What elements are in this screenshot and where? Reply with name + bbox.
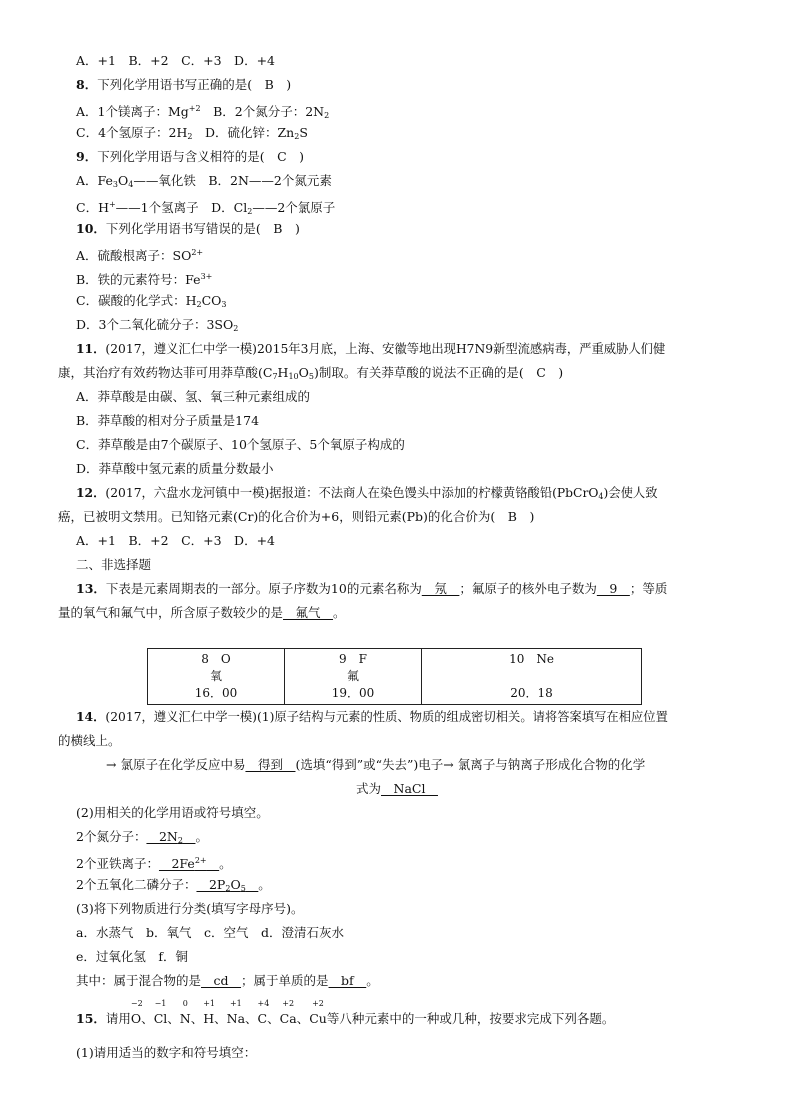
fluorine-number-symbol: 9 F: [339, 652, 367, 666]
q14-answer-mixture: __cd__: [201, 973, 242, 988]
q9-text: 下列化学用语与含义相符的是( C ): [97, 149, 305, 164]
q10-option-d-sub: 2: [233, 324, 239, 333]
q14-line3-b: (选填“得到”或“失去”)电子→ 氯离子与钠离子形成化合物的化学: [295, 757, 646, 772]
q11-number: 11．: [76, 341, 106, 356]
q14-number: 14．: [76, 709, 106, 724]
q10-option-b-text: B．铁的元素符号：Fe: [76, 272, 201, 287]
q11-line2-a: 康，其治疗有效药物达菲可用莽草酸(C: [58, 365, 273, 380]
q9-option-a-rest: ——氧化铁 B．2N——2个氮元素: [133, 173, 332, 188]
q14-p2o5-answer: [196, 877, 258, 892]
q10-option-c: [76, 292, 226, 314]
q11-option-d: D．莽草酸中氢元素的质量分数最小: [76, 461, 274, 476]
symbol-n: N: [179, 1011, 191, 1026]
q9-option-a-mid: O: [118, 173, 129, 188]
valence-n: 0: [182, 999, 188, 1008]
symbol-na: Na: [226, 1011, 246, 1026]
q12-line1-a: (2017，六盘水龙河镇中一模)据报道：不法商人在染色馒头中添加的柠檬黄铬酸铅(PbCrO: [105, 486, 599, 500]
valence-h: +1: [203, 999, 216, 1008]
q11-sub-c: 7: [272, 372, 278, 381]
q10-option-c-sub: 2: [196, 300, 202, 309]
q11-line2-c: O: [298, 365, 309, 380]
valence-cl: −1: [154, 999, 167, 1008]
q13-line2-b: 。: [333, 605, 346, 620]
fluorine-mass: 19．00: [331, 686, 375, 700]
q12-line2: 癌，已被明文禁用。已知铬元素(Cr)的化合价为+6，则铅元素(Pb)的化合价为( B ): [58, 509, 535, 524]
oxygen-name: 氧: [209, 669, 222, 683]
q14-part3: (3)将下列物质进行分类(填写字母序号)。: [76, 901, 304, 916]
q14-fe-answer-sup: 2+: [194, 856, 207, 865]
q14-line2: 的横线上。: [58, 733, 121, 748]
q8-option-d-sub: 2: [294, 132, 300, 141]
q9-option-c-sup: +: [108, 200, 116, 209]
q8-text: 下列化学用语书写正确的是( B ): [97, 77, 292, 92]
q14-line3-a: → 氯原子在化学反应中易: [106, 757, 246, 772]
q13-answer-2: __9__: [596, 581, 630, 596]
neon-number-symbol: 10 Ne: [509, 652, 554, 666]
element-cell-neon: [422, 649, 642, 705]
q10-option-a-sup: 2+: [191, 248, 204, 257]
q15-prefix: 请用: [105, 1011, 131, 1026]
q11-line1: [76, 340, 665, 358]
q13-line1-c: ；等质: [629, 581, 668, 596]
q14-answer-gain: __得到__: [245, 757, 296, 772]
q9-number: 9．: [76, 149, 98, 164]
element-cell-fluorine: [285, 649, 422, 705]
fluorine-name: 氟: [346, 669, 359, 683]
q15-stem: 15．请用 −2 O、 −1 Cl、 0 N、 +1 H、 +1 Na、 +4 C、 +2 Ca、 +2 Cu等八种元素中的一种或几种，按要求完成下列各题。: [76, 999, 615, 1026]
element-cl: [153, 999, 168, 1028]
q14-line3: [106, 756, 645, 774]
q10-option-c-text: C．碳酸的化学式：H: [76, 293, 197, 308]
q12-options: A．+1 B．+2 C．+3 D．+4: [76, 533, 276, 548]
neon-name: [426, 668, 637, 685]
q9-option-d-sub: 2: [247, 207, 253, 216]
neon-mass: 20．18: [510, 686, 553, 700]
q13-number: 13．: [76, 581, 106, 596]
element-n: [179, 999, 191, 1028]
element-c: [257, 999, 270, 1028]
symbol-ca: Ca: [279, 1011, 297, 1026]
q14-n2: [76, 828, 208, 850]
valence-cu: +2: [312, 999, 324, 1008]
q11-sub-h: 10: [288, 372, 299, 381]
oxygen-mass: 16．00: [194, 686, 238, 700]
q13-line1: [76, 580, 667, 598]
symbol-cl: Cl: [153, 1011, 168, 1026]
q8-number: 8．: [76, 77, 98, 92]
q10-option-b: [76, 268, 212, 289]
element-cell-oxygen: [148, 649, 285, 705]
q9-option-c-rest: ——1个氢离子 D．Cl: [115, 200, 248, 215]
q14-p2o5-end: 。: [258, 877, 271, 892]
q7-options: A．+1 B．+2 C．+3 D．+4: [76, 53, 276, 68]
q14-n2-answer-tail: __: [182, 829, 196, 844]
q9-options-cd: [76, 196, 335, 221]
element-cu: [309, 999, 327, 1028]
element-o: [130, 999, 143, 1028]
q11-option-c: C．莽草酸是由7个碳原子、10个氢原子、5个氧原子构成的: [76, 437, 405, 452]
q14-answer-element: __bf__: [328, 973, 367, 988]
valence-c: +4: [257, 999, 270, 1008]
q8-option-c: C．4个氢原子：2H: [76, 125, 188, 140]
q10-stem: [76, 220, 300, 238]
q14-fe-answer: [159, 856, 219, 871]
valence-o: −2: [130, 999, 143, 1008]
q9-options-ab: [76, 172, 332, 194]
q14-line1: [76, 708, 668, 726]
q14-fe-answer-tail: __: [206, 856, 220, 871]
q15-sub1: (1)请用适当的数字和符号填空：: [76, 1045, 257, 1060]
q15-suffix: 等八种元素中的一种或几种，按要求完成下列各题。: [326, 1011, 615, 1026]
q14-p2o5: [76, 876, 271, 898]
q10-option-a: [76, 244, 203, 265]
q14-fe: [76, 852, 232, 873]
q14-fe-label: 2个亚铁离子：: [76, 856, 159, 871]
q12-line1: [76, 484, 658, 506]
q8-option-b-sub: 2: [324, 111, 330, 120]
periodic-table-fragment: [147, 648, 642, 705]
q10-option-c-end: CO: [201, 293, 222, 308]
q8-option-a-sup: +2: [188, 104, 201, 113]
valence-ca: +2: [282, 999, 295, 1008]
q14-p2o5-answer-tail: __: [245, 877, 259, 892]
q11-line2-d: )制取。有关莽草酸的说法不正确的是( C ): [313, 365, 564, 380]
q9-option-a-sub1: 3: [112, 180, 119, 189]
q11-line2: [58, 364, 563, 386]
q9-option-a: A．Fe: [76, 173, 113, 188]
q8-stem: [76, 76, 291, 94]
q10-option-a-text: A．硫酸根离子：SO: [76, 248, 192, 263]
q14-cls-b: ；属于单质的是: [241, 973, 329, 988]
q13-answer-1: __氖__: [421, 581, 460, 596]
q8-option-d: D．硫化锌：Zn: [192, 125, 295, 140]
q10-option-d: [76, 316, 238, 338]
q14-items2: e．过氧化氢 f．铜: [76, 949, 189, 964]
q8-option-d-end: S: [299, 125, 308, 140]
q14-n2-label: 2个氮分子：: [76, 829, 147, 844]
q14-p2o5-answer-sub2: 5: [240, 884, 246, 893]
q14-p2o5-answer-text: __2P: [196, 877, 226, 892]
q10-number: 10．: [76, 221, 106, 236]
q8-option-c-sub: 2: [187, 132, 193, 141]
q8-option-a: A．1个镁离子：Mg: [76, 104, 189, 119]
element-h: [203, 999, 216, 1028]
q13-answer-3: __氟气__: [283, 605, 334, 620]
symbol-cu: Cu: [309, 1011, 327, 1026]
q11-text: (2017，遵义汇仁中学一模)2015年3月底，上海、安徽等地出现H7N9新型流感病毒，严重威胁人们健: [105, 342, 666, 356]
oxygen-number-symbol: 8 O: [201, 652, 231, 666]
q14-n2-answer-sub: 2: [177, 836, 183, 845]
q11-line2-b: H: [277, 365, 289, 380]
q8-option-b: B．2个氮分子：2N: [200, 104, 325, 119]
symbol-o: O: [130, 1011, 142, 1026]
element-ca: [279, 999, 297, 1028]
q14-fe-answer-text: __2Fe: [158, 856, 195, 871]
q10-option-d-text: D．3个二氧化硫分子：3SO: [76, 317, 234, 332]
q14-cls-a: 其中：属于混合物的是: [76, 973, 202, 988]
q14-n2-answer: [146, 829, 195, 844]
q14-line4-a: 式为: [356, 781, 382, 796]
element-na: [226, 999, 246, 1028]
q14-cls-c: 。: [366, 973, 379, 988]
q14-line4: [356, 780, 438, 798]
q9-option-a-sub2: 4: [128, 180, 134, 189]
q13-line1-b: ；氟原子的核外电子数为: [459, 581, 597, 596]
q11-sub-o: 5: [308, 372, 314, 381]
q14-fe-end: 。: [219, 856, 232, 871]
section-heading: 二、非选择题: [76, 557, 152, 572]
q14-classification: [76, 972, 379, 990]
q14-n2-answer-text: __2N: [146, 829, 178, 844]
q14-n2-end: 。: [195, 829, 208, 844]
q8-options-cd: [76, 124, 308, 146]
q10-option-b-sup: 3+: [200, 272, 213, 281]
q14-line1-text: (2017，遵义汇仁中学一模)(1)原子结构与元素的性质、物质的组成密切相关。请将答案填写在相应位置: [105, 710, 668, 724]
symbol-h: H: [203, 1011, 215, 1026]
q14-items1: a．水蒸气 b．氧气 c．空气 d．澄清石灰水: [76, 925, 344, 940]
q14-p2o5-answer-sub1: 2: [225, 884, 231, 893]
q11-option-b: B．莽草酸的相对分子质量是174: [76, 413, 260, 428]
q11-option-a: A．莽草酸是由碳、氢、氧三种元素组成的: [76, 389, 311, 404]
q14-p2o5-label: 2个五氧化二磷分子：: [76, 877, 197, 892]
q14-p2o5-answer-mid: O: [230, 877, 241, 892]
q13-line1-a: 下表是元素周期表的一部分。原子序数为10的元素名称为: [105, 581, 422, 596]
q14-part2: (2)用相关的化学用语或符号填空。: [76, 805, 269, 820]
q13-line2-a: 量的氧气和氟气中，所含原子数较少的是: [58, 605, 284, 620]
symbol-c: C: [257, 1011, 268, 1026]
q13-line2: [58, 604, 346, 622]
q12-line1-sub: 4: [598, 492, 604, 501]
q12-line1-b: )会使人致: [603, 486, 658, 500]
q15-number: 15．: [76, 1011, 106, 1026]
q9-option-c: C．H: [76, 200, 109, 215]
q14-answer-nacl: __NaCl__: [381, 781, 438, 796]
q12-number: 12．: [76, 485, 106, 500]
q9-option-d-rest: ——2个氯原子: [252, 200, 336, 215]
q10-option-c-sub2: 3: [221, 300, 227, 309]
valence-na: +1: [229, 999, 242, 1008]
q8-options-ab: [76, 100, 329, 125]
q9-stem: [76, 148, 304, 166]
q10-text: 下列化学用语书写错误的是( B ): [105, 221, 300, 236]
